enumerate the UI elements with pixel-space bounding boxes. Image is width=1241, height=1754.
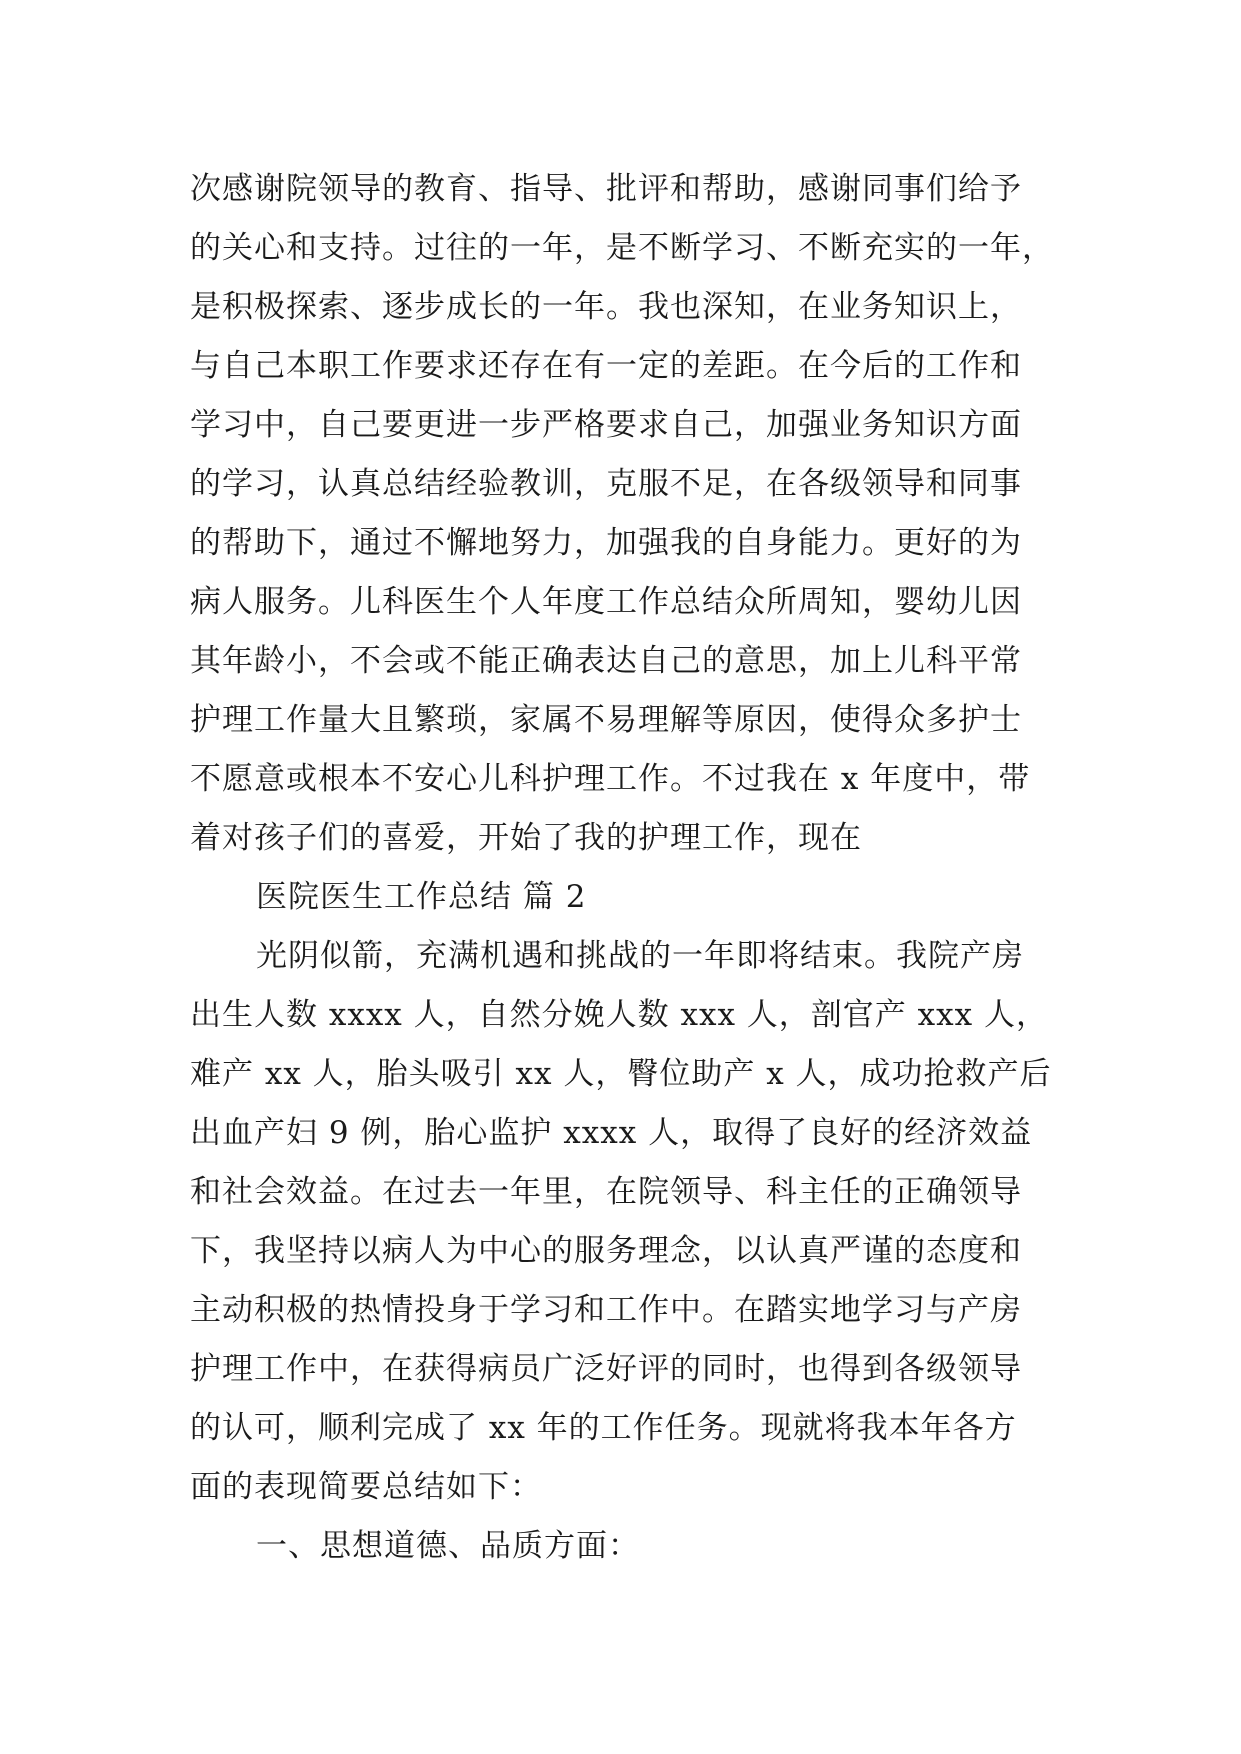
text-line: 的认可，顺利完成了 xx 年的工作任务。现就将我本年各方 <box>190 1410 1017 1446</box>
text-line: 病人服务。儿科医生个人年度工作总结众所周知，婴幼儿因 <box>190 584 1022 620</box>
document-body <box>190 160 1070 1576</box>
text-line: 和社会效益。在过去一年里，在院领导、科主任的正确领导 <box>190 1174 1022 1210</box>
text-line: 的帮助下，通过不懈地努力，加强我的自身能力。更好的为 <box>190 525 1022 561</box>
text-line: 主动积极的热情投身于学习和工作中。在踏实地学习与产房 <box>190 1292 1022 1328</box>
text-line: 的关心和支持。过往的一年，是不断学习、不断充实的一年， <box>190 230 1054 266</box>
paragraph-first-line: 光阴似箭，充满机遇和挑战的一年即将结束。我院产房 <box>256 938 1024 974</box>
text-line: 难产 xx 人，胎头吸引 xx 人，臀位助产 x 人，成功抢救产后 <box>190 1056 1052 1092</box>
text-line: 的学习，认真总结经验教训，克服不足，在各级领导和同事 <box>190 466 1022 502</box>
text-line: 下，我坚持以病人为中心的服务理念，以认真严谨的态度和 <box>190 1233 1022 1269</box>
subheading: 一、思想道德、品质方面： <box>256 1528 640 1564</box>
text-line: 与自己本职工作要求还存在有一定的差距。在今后的工作和 <box>190 348 1022 384</box>
text-line: 其年龄小，不会或不能正确表达自己的意思，加上儿科平常 <box>190 643 1022 679</box>
text-line: 护理工作量大且繁琐，家属不易理解等原因，使得众多护士 <box>190 702 1022 738</box>
text-line: 次感谢院领导的教育、指导、批评和帮助，感谢同事们给予 <box>190 171 1022 207</box>
text-line: 面的表现简要总结如下： <box>190 1469 542 1505</box>
text-line: 学习中，自己要更进一步严格要求自己，加强业务知识方面 <box>190 407 1022 443</box>
text-line: 护理工作中，在获得病员广泛好评的同时，也得到各级领导 <box>190 1351 1022 1387</box>
text-line: 出血产妇 9 例，胎心监护 xxxx 人，取得了良好的经济效益 <box>190 1115 1033 1151</box>
text-line: 着对孩子们的喜爱，开始了我的护理工作，现在 <box>190 820 862 856</box>
section-heading: 医院医生工作总结 篇 2 <box>256 879 587 915</box>
text-line: 不愿意或根本不安心儿科护理工作。不过我在 x 年度中，带 <box>190 761 1031 797</box>
text-line: 出生人数 xxxx 人，自然分娩人数 xxx 人，剖官产 xxx 人， <box>190 997 1048 1033</box>
text-line: 是积极探索、逐步成长的一年。我也深知，在业务知识上， <box>190 289 1022 325</box>
